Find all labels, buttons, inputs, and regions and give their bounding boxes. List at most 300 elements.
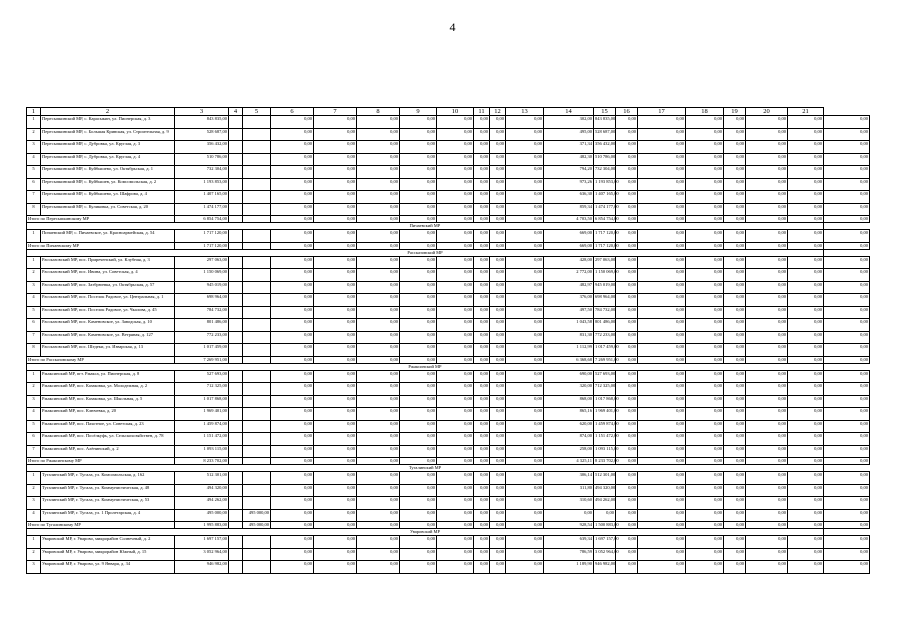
value-cell: 0,00 (357, 294, 400, 307)
value-cell: 0,00 (400, 116, 437, 129)
value-cell: 0,00 (616, 561, 638, 574)
value-cell: 0,00 (686, 395, 724, 408)
value-cell: 494 262,00 (175, 497, 229, 510)
value-cell: 482,30 (544, 153, 594, 166)
value-cell: 0,00 (437, 356, 474, 363)
value-cell: 0,00 (437, 433, 474, 446)
value-cell: 0,00 (746, 497, 788, 510)
value-cell: 0,00 (686, 420, 724, 433)
district-header-row (27, 249, 870, 256)
table-row (27, 319, 870, 332)
row-number: 2 (27, 383, 41, 396)
value-cell: 0,00 (638, 281, 686, 294)
value-cell: 0,00 (357, 509, 400, 522)
value-cell: 0,00 (686, 536, 724, 549)
column-header: 16 (616, 108, 638, 116)
value-cell: 0,00 (474, 128, 490, 141)
empty-cell (229, 269, 243, 282)
value-cell: 0,00 (616, 408, 638, 421)
value-cell: 0,00 (506, 191, 544, 204)
empty-cell (229, 128, 243, 141)
value-cell: 0,00 (506, 203, 544, 216)
table-row (27, 433, 870, 446)
value-cell: 0,00 (686, 370, 724, 383)
value-cell: 0,00 (638, 420, 686, 433)
value-cell: 0,00 (824, 509, 870, 522)
value-cell: 0,00 (400, 269, 437, 282)
subtotal-row (27, 522, 870, 529)
value-cell: 495 000,00 (243, 509, 271, 522)
value-cell (243, 203, 271, 216)
value-cell: 0,00 (474, 230, 490, 243)
value-cell: 0,00 (638, 191, 686, 204)
value-cell: 0,00 (506, 548, 544, 561)
row-number: 4 (27, 153, 41, 166)
value-cell: 0,00 (746, 203, 788, 216)
value-cell: 0,00 (490, 178, 506, 191)
address-cell: Пересыпкинский МР, с. Дубровка, ул. Круглая, д. 3 (41, 141, 175, 154)
value-cell: 0,00 (400, 370, 437, 383)
value-cell: 801 486,00 (594, 319, 616, 332)
empty-cell (229, 153, 243, 166)
value-cell: 0,00 (724, 256, 746, 269)
value-cell: 0,00 (686, 408, 724, 421)
value-cell: 784 732,00 (594, 306, 616, 319)
value-cell: 0,00 (314, 331, 357, 344)
value-cell: 0,00 (271, 509, 314, 522)
value-cell: 0,00 (474, 433, 490, 446)
value-cell: 0,00 (490, 522, 506, 529)
row-number: 7 (27, 331, 41, 344)
district-header-row (27, 465, 870, 472)
value-cell: 0,00 (357, 153, 400, 166)
value-cell: 0,00 (506, 294, 544, 307)
value-cell: 0,00 (724, 356, 746, 363)
value-cell: 0,00 (357, 216, 400, 223)
table-row (27, 548, 870, 561)
value-cell: 865,16 (544, 408, 594, 421)
value-cell: 0,00 (271, 395, 314, 408)
value-cell: 0,00 (474, 408, 490, 421)
row-number: 2 (27, 128, 41, 141)
row-number: 5 (27, 420, 41, 433)
value-cell: 0,00 (474, 256, 490, 269)
value-cell: 527 693,00 (175, 370, 229, 383)
value-cell: 0,00 (616, 331, 638, 344)
column-header: 19 (724, 108, 746, 116)
value-cell: 0,00 (506, 319, 544, 332)
value-cell: 0,00 (271, 153, 314, 166)
value-cell: 0,00 (357, 166, 400, 179)
value-cell: 0,00 (437, 536, 474, 549)
value-cell: 0,00 (474, 395, 490, 408)
value-cell (243, 191, 271, 204)
value-cell: 0,00 (357, 203, 400, 216)
table-row (27, 294, 870, 307)
empty-cell (229, 509, 243, 522)
value-cell: 0,00 (271, 269, 314, 282)
value-cell: 0,00 (724, 242, 746, 249)
value-cell: 801 486,00 (175, 319, 229, 332)
value-cell: 945 019,00 (594, 281, 616, 294)
value-cell: 0,00 (314, 445, 357, 458)
value-cell: 0,00 (400, 153, 437, 166)
value-cell: 0,00 (271, 408, 314, 421)
value-cell: 0,00 (686, 561, 724, 574)
value-cell: 0,00 (616, 128, 638, 141)
table-row (27, 370, 870, 383)
address-cell: Пересыпкинский МР, с. Большая Кривская, ул. Строительная, д. 9 (41, 128, 175, 141)
value-cell: 0,00 (314, 128, 357, 141)
empty-cell (229, 216, 243, 223)
value-cell: 0,00 (638, 306, 686, 319)
value-cell: 0,00 (788, 433, 824, 446)
value-cell: 0,00 (474, 344, 490, 357)
value-cell: 0,00 (506, 281, 544, 294)
value-cell: 0,00 (357, 445, 400, 458)
value-cell: 0,00 (437, 230, 474, 243)
value-cell: 786,59 (544, 548, 594, 561)
value-cell: 0,00 (788, 166, 824, 179)
value-cell: 0,00 (437, 269, 474, 282)
value-cell: 0,00 (400, 408, 437, 421)
value-cell: 0,00 (437, 191, 474, 204)
value-cell: 0,00 (824, 269, 870, 282)
value-cell: 0,00 (490, 395, 506, 408)
value-cell: 0,00 (271, 548, 314, 561)
value-cell: 0,00 (724, 306, 746, 319)
value-cell: 0,00 (357, 420, 400, 433)
value-cell: 1 407 165,00 (594, 191, 616, 204)
value-cell: 0,00 (357, 458, 400, 465)
value-cell: 0,00 (686, 383, 724, 396)
value-cell: 0,00 (437, 561, 474, 574)
value-cell: 0,00 (638, 331, 686, 344)
value-cell: 0,00 (746, 331, 788, 344)
value-cell: 0,00 (746, 458, 788, 465)
value-cell: 0,00 (686, 356, 724, 363)
value-cell: 494 320,00 (175, 484, 229, 497)
empty-cell (229, 331, 243, 344)
value-cell: 0,00 (788, 256, 824, 269)
value-cell: 0,00 (824, 230, 870, 243)
value-cell: 0,00 (357, 230, 400, 243)
value-cell: 0,00 (314, 458, 357, 465)
value-cell: 297 063,00 (594, 256, 616, 269)
value-cell: 1 717 120,00 (175, 242, 229, 249)
value-cell: 0,00 (616, 536, 638, 549)
value-cell: 0,00 (746, 536, 788, 549)
value-cell: 0,00 (824, 536, 870, 549)
column-header: 3 (175, 108, 229, 116)
value-cell: 1 474 177,00 (594, 203, 616, 216)
value-cell: 0,00 (616, 216, 638, 223)
value-cell: 0,00 (686, 433, 724, 446)
value-cell: 0,00 (824, 294, 870, 307)
value-cell: 0,00 (437, 344, 474, 357)
value-cell: 0,00 (357, 141, 400, 154)
value-cell: 0,00 (357, 408, 400, 421)
value-cell: 0,00 (271, 433, 314, 446)
table-row (27, 536, 870, 549)
value-cell: 0,00 (638, 356, 686, 363)
value-cell: 0,00 (506, 128, 544, 141)
value-cell: 0,00 (314, 370, 357, 383)
address-cell: Пересыпкинский МР, с. Куйбышев, ул. Комсомольская, д. 2 (41, 178, 175, 191)
value-cell: 0,00 (314, 472, 357, 485)
value-cell: 0,00 (314, 256, 357, 269)
value-cell: 0,00 (686, 281, 724, 294)
subtotal-label: Итого по Ржаксинскому МР (27, 458, 175, 465)
value-cell: 0,00 (746, 166, 788, 179)
address-cell: Уваровский МР, г. Уварово, ул. 9 Января, д. 34 (41, 561, 175, 574)
value-cell: 0,00 (686, 242, 724, 249)
value-cell: 0,00 (314, 306, 357, 319)
value-cell: 0,00 (490, 408, 506, 421)
value-cell (243, 242, 271, 249)
value-cell: 0,00 (788, 306, 824, 319)
value-cell: 0,00 (314, 203, 357, 216)
value-cell: 0,00 (746, 395, 788, 408)
value-cell: 0,00 (400, 561, 437, 574)
address-cell: Тугалинский МР, г. Тугала, ул. Комсомольская, д. 162 (41, 472, 175, 485)
value-cell: 0,00 (746, 306, 788, 319)
value-cell: 1 474 177,00 (175, 203, 229, 216)
value-cell: 0,00 (400, 128, 437, 141)
value-cell: 0,00 (357, 256, 400, 269)
value-cell: 0,00 (746, 509, 788, 522)
value-cell: 0,00 (544, 509, 594, 522)
value-cell: 0,00 (474, 269, 490, 282)
value-cell: 0,00 (271, 484, 314, 497)
value-cell: 0,00 (506, 408, 544, 421)
value-cell: 0,00 (271, 191, 314, 204)
value-cell: 0,00 (474, 294, 490, 307)
value-cell: 0,00 (724, 497, 746, 510)
address-cell: Рассказовский МР, пос. Поселок Радовое, ул. Чкалова, д. 45 (41, 306, 175, 319)
value-cell: 0,00 (638, 522, 686, 529)
value-cell: 636,30 (544, 191, 594, 204)
empty-cell (229, 472, 243, 485)
value-cell: 0,00 (746, 484, 788, 497)
value-cell: 1 150 069,00 (175, 269, 229, 282)
row-number: 3 (27, 561, 41, 574)
value-cell: 297 063,00 (175, 256, 229, 269)
value-cell: 0,00 (788, 216, 824, 223)
value-cell: 0,00 (824, 561, 870, 574)
value-cell: 0,00 (314, 344, 357, 357)
value-cell: 0,00 (616, 116, 638, 129)
value-cell: 0,00 (746, 116, 788, 129)
value-cell: 0,00 (506, 178, 544, 191)
value-cell: 0,00 (506, 331, 544, 344)
value-cell: 0,00 (437, 128, 474, 141)
value-cell: 0,00 (357, 319, 400, 332)
address-cell: Пересыпкинский МР, с. Куйбышево, ул. Шафрова, д. 4 (41, 191, 175, 204)
value-cell: 0,00 (638, 509, 686, 522)
table-row (27, 509, 870, 522)
value-cell: 0,00 (357, 433, 400, 446)
value-cell: 0,00 (746, 445, 788, 458)
row-number: 2 (27, 484, 41, 497)
value-cell: 0,00 (357, 191, 400, 204)
value-cell: 0,00 (724, 484, 746, 497)
column-header: 9 (400, 108, 437, 116)
value-cell: 8 233 702,00 (595, 458, 619, 463)
empty-cell (229, 561, 243, 574)
district-header-row (27, 363, 870, 370)
subtotal-label: Итого по Тугалинскому МР (27, 522, 175, 529)
value-cell: 0,00 (437, 408, 474, 421)
value-cell: 0,00 (616, 383, 638, 396)
value-cell: 0,00 (788, 203, 824, 216)
value-cell: 0,00 (686, 191, 724, 204)
empty-cell (229, 319, 243, 332)
table-row (27, 420, 870, 433)
value-cell: 0,00 (400, 331, 437, 344)
value-cell: 0,00 (357, 128, 400, 141)
value-cell: 0,00 (474, 370, 490, 383)
value-cell: 376,00 (544, 294, 594, 307)
value-cell: 0,00 (686, 216, 724, 223)
value-cell: 0,00 (824, 166, 870, 179)
value-cell: 0,00 (357, 548, 400, 561)
column-header: 7 (314, 108, 357, 116)
value-cell: 0,00 (506, 216, 544, 223)
value-cell: 0,00 (724, 561, 746, 574)
table-row (27, 256, 870, 269)
value-cell: 690,00 (544, 370, 594, 383)
value-cell: 0,00 (638, 230, 686, 243)
value-cell: 0,00 (746, 294, 788, 307)
value-cell: 0,00 (474, 242, 490, 249)
column-header: 17 (638, 108, 686, 116)
value-cell: 0,00 (638, 536, 686, 549)
address-cell: Ржаксинский МР, пос. Казаковка, ул. Молодежная, д. 2 (41, 383, 175, 396)
value-cell: 0,00 (490, 242, 506, 249)
value-cell: 510 786,00 (594, 153, 616, 166)
value-cell (243, 306, 271, 319)
column-header: 12 (490, 108, 506, 116)
value-cell: 1 193 853,00 (594, 178, 616, 191)
value-cell: 0,00 (686, 472, 724, 485)
value-cell: 928,54 (544, 522, 594, 529)
value-cell: 0,00 (474, 548, 490, 561)
value-cell: 512 301,00 (175, 472, 229, 485)
row-number: 4 (27, 294, 41, 307)
row-number: 1 (27, 256, 41, 269)
value-cell: 0,00 (506, 561, 544, 574)
value-cell: 0,00 (788, 522, 824, 529)
value-cell: 1 717 120,00 (595, 242, 619, 248)
value-cell: 528 687,00 (594, 128, 616, 141)
value-cell: 0,00 (314, 319, 357, 332)
value-cell: 0,00 (400, 141, 437, 154)
row-number: 6 (27, 178, 41, 191)
value-cell: 0,00 (506, 458, 544, 465)
value-cell: 0,00 (400, 433, 437, 446)
table-row (27, 472, 870, 485)
value-cell: 0,00 (746, 356, 788, 363)
value-cell: 0,00 (474, 472, 490, 485)
value-cell: 0,00 (724, 395, 746, 408)
value-cell: 0,00 (490, 281, 506, 294)
column-header: 2 (41, 108, 175, 116)
value-cell: 0,00 (638, 383, 686, 396)
empty-cell (229, 408, 243, 421)
value-cell: 6 368,68 (544, 356, 594, 363)
value-cell: 0,00 (616, 522, 638, 529)
value-cell: 482,97 (544, 281, 594, 294)
value-cell: 1 151 472,00 (594, 433, 616, 446)
value-cell: 0,00 (490, 356, 506, 363)
value-cell: 0,00 (616, 178, 638, 191)
value-cell: 0,00 (506, 445, 544, 458)
value-cell: 0,00 (746, 319, 788, 332)
value-cell (243, 116, 271, 129)
value-cell: 0,00 (490, 116, 506, 129)
column-header: 20 (746, 108, 788, 116)
value-cell: 0,00 (506, 256, 544, 269)
empty-cell (229, 242, 243, 249)
value-cell: 0,00 (824, 420, 870, 433)
column-header: 10 (437, 108, 474, 116)
value-cell: 0,00 (357, 306, 400, 319)
value-cell: 0,00 (638, 445, 686, 458)
table-row (27, 116, 870, 129)
value-cell: 0,00 (400, 319, 437, 332)
value-cell: 0,00 (746, 472, 788, 485)
value-cell: 0,00 (724, 178, 746, 191)
value-cell: 772 233,00 (175, 331, 229, 344)
value-cell: 0,00 (314, 484, 357, 497)
value-cell: 0,00 (746, 256, 788, 269)
value-cell: 0,00 (314, 395, 357, 408)
subtotal-row (27, 458, 870, 465)
value-cell: 0,00 (490, 203, 506, 216)
value-cell: 0,00 (271, 383, 314, 396)
value-cell: 0,00 (638, 561, 686, 574)
column-header: 1 (27, 108, 41, 116)
district-name: Рассказовский МР (27, 249, 824, 256)
value-cell: 0,00 (638, 344, 686, 357)
value-cell: 0,00 (788, 536, 824, 549)
value-cell: 1 093 115,00 (175, 445, 229, 458)
value-cell: 0,00 (824, 203, 870, 216)
value-cell: 0,00 (490, 445, 506, 458)
row-number: 3 (27, 395, 41, 408)
value-cell: 0,00 (724, 128, 746, 141)
value-cell (243, 356, 271, 363)
empty-cell (229, 458, 243, 465)
value-cell: 0,00 (616, 458, 638, 465)
value-cell (243, 497, 271, 510)
table-row (27, 191, 870, 204)
value-cell: 0,00 (357, 178, 400, 191)
value-cell: 0,00 (314, 216, 357, 223)
value-cell: 0,00 (490, 128, 506, 141)
value-cell: 0,00 (400, 281, 437, 294)
value-cell: 2 772,00 (544, 269, 594, 282)
value-cell: 1 697 157,00 (175, 536, 229, 549)
value-cell: 0,00 (616, 294, 638, 307)
value-cell: 0,00 (271, 356, 314, 363)
value-cell: 1 459 874,00 (175, 420, 229, 433)
table-row (27, 166, 870, 179)
value-cell: 0,00 (724, 536, 746, 549)
value-cell (243, 433, 271, 446)
value-cell: 0,00 (490, 319, 506, 332)
